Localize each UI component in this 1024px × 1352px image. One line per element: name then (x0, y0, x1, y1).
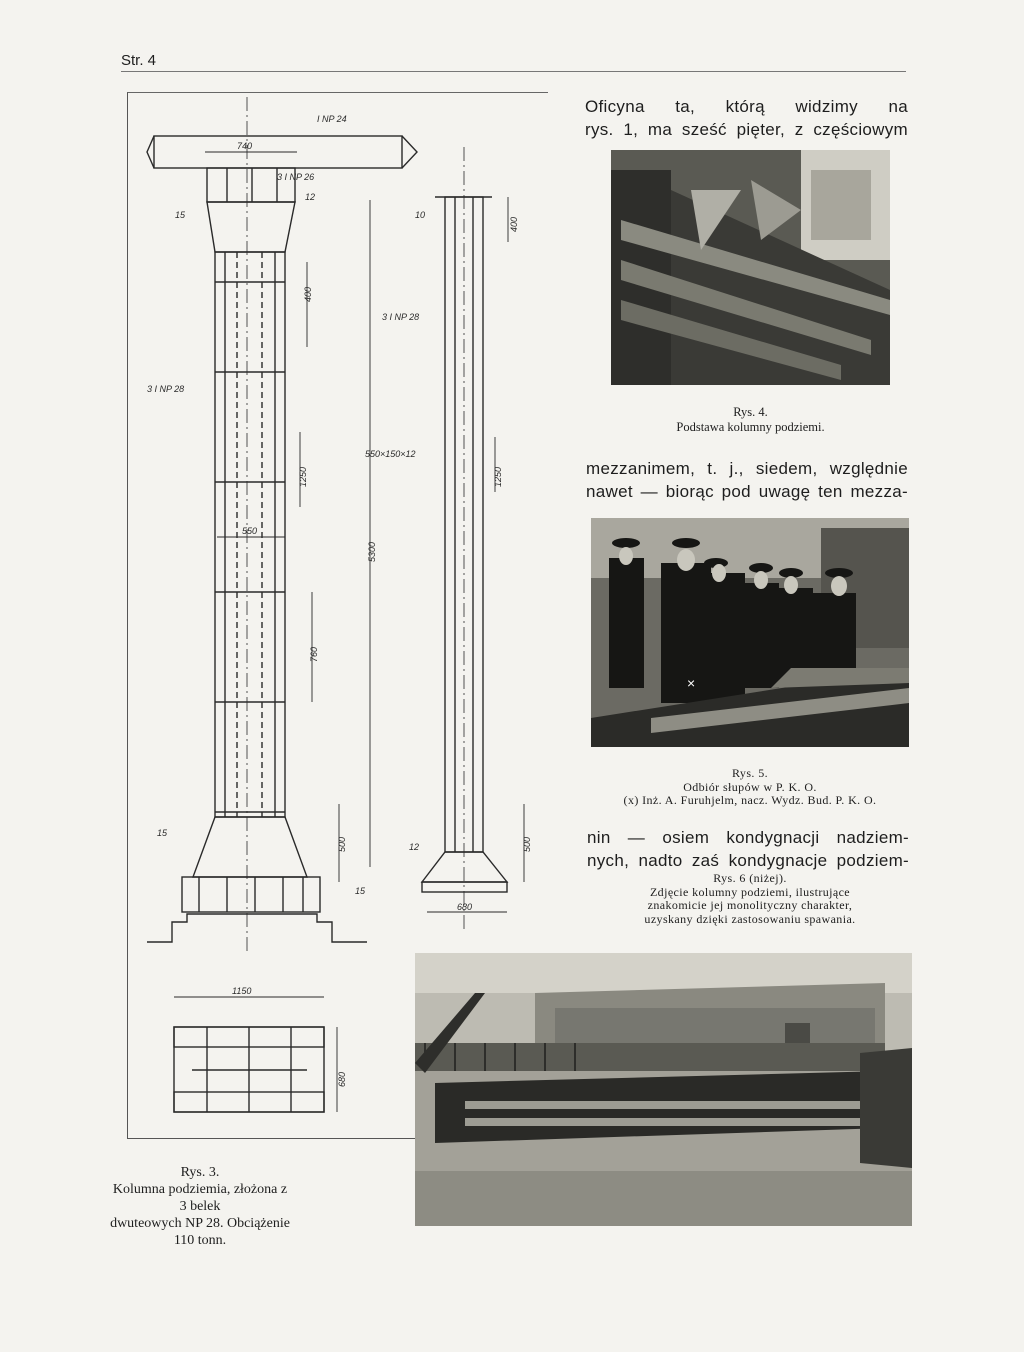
dim-plan-height: 680 (337, 1071, 347, 1087)
dim-base-height: 500 (337, 836, 347, 852)
intro-line-1: Oficyna ta, którą widzimy na (585, 97, 908, 116)
dim-plate-15: 15 (175, 210, 186, 220)
dim-plate-size: 550×150×12 (365, 449, 416, 459)
fig6-caption (590, 872, 910, 926)
mid-line-2: nawet — biorąc pod uwagę ten mezza- (586, 482, 908, 501)
photo-column-base (611, 150, 890, 385)
dim-base-left: 15 (157, 828, 168, 838)
dim-beams-left: 3 I NP 28 (147, 384, 185, 394)
header-rule (121, 71, 906, 72)
base-flare (193, 817, 307, 877)
page-number: Str. 4 (121, 52, 157, 69)
fig5-text-2: (x) Inż. A. Furuhjelm, nacz. Wydz. Bud. P. K. O. (623, 793, 877, 807)
cont-line-2: nych, nadto zaś kondygnacje podziem- (587, 851, 909, 870)
dim-column-width: 550 (242, 526, 258, 536)
dim-total-height: 5300 (367, 541, 377, 562)
dim-plan-width: 1150 (232, 986, 252, 996)
continuation-paragraph (587, 826, 909, 872)
dim-beam-top: I NP 24 (317, 114, 347, 124)
cap-flare (207, 202, 295, 252)
intro-paragraph (585, 95, 908, 141)
fig6-line-1: Zdjęcie kolumny podziemi, ilustrujące (649, 884, 851, 899)
fig5-caption (587, 767, 913, 808)
dim-width-top: 740 (237, 141, 253, 151)
marker-x: × (687, 675, 696, 691)
side-view-base (422, 852, 507, 882)
fig5-label: Rys. 5. (732, 766, 768, 780)
fig4-label: Rys. 4. (733, 405, 768, 419)
dim-side-height: 400 (509, 216, 519, 232)
mid-line-1: mezzanimem, t. j., siedem, względnie (586, 459, 908, 478)
dim-spacing-b: 1250 (493, 466, 503, 487)
cont-line-1: nin — osiem kondygnacji nadziem- (587, 828, 909, 847)
photo-inspection-group (591, 518, 909, 747)
fig3-caption (110, 1164, 290, 1249)
foundation (147, 914, 367, 942)
dim-cap-height: 400 (303, 286, 313, 302)
fig3-line-1: Kolumna podziemia, złożona z 3 belek (112, 1182, 288, 1214)
mid-paragraph (586, 457, 908, 503)
intro-line-2: rys. 1, ma sześć pięter, z częściowym (585, 120, 908, 139)
dim-plate-12: 12 (305, 192, 316, 202)
fig6-ref: Rys. 6 (niżej). (713, 871, 787, 885)
fig4-text: Podstawa kolumny podziemi. (676, 420, 825, 434)
dim-base-height-side: 500 (522, 836, 532, 852)
fig3-line-2: dwuteowych NP 28. Obciążenie (110, 1216, 290, 1231)
dim-spacing-c: 760 (309, 646, 319, 662)
fig4-caption (611, 405, 890, 435)
fig6-line-2: znakomicie jej monolityczny charakter, (647, 898, 853, 912)
fig3-label: Rys. 3. (180, 1165, 220, 1180)
dim-beams-side: 3 I NP 28 (382, 312, 420, 322)
photo-column-welded (415, 953, 912, 1226)
base-plate (182, 877, 320, 912)
fig3-line-3: 110 tonn. (173, 1233, 227, 1248)
dim-cap-beams: 3 I NP 26 (277, 172, 315, 182)
dim-base-12: 12 (409, 842, 420, 852)
dim-plate-10: 10 (415, 210, 426, 220)
dim-base-width: 680 (457, 902, 473, 912)
dim-spacing-a: 1250 (298, 466, 308, 487)
fig6-line-3: uzyskany dzięki zastosowaniu spawania. (644, 911, 856, 926)
dim-base-15: 15 (355, 886, 366, 896)
fig5-text-1: Odbiór słupów w P. K. O. (683, 779, 817, 794)
